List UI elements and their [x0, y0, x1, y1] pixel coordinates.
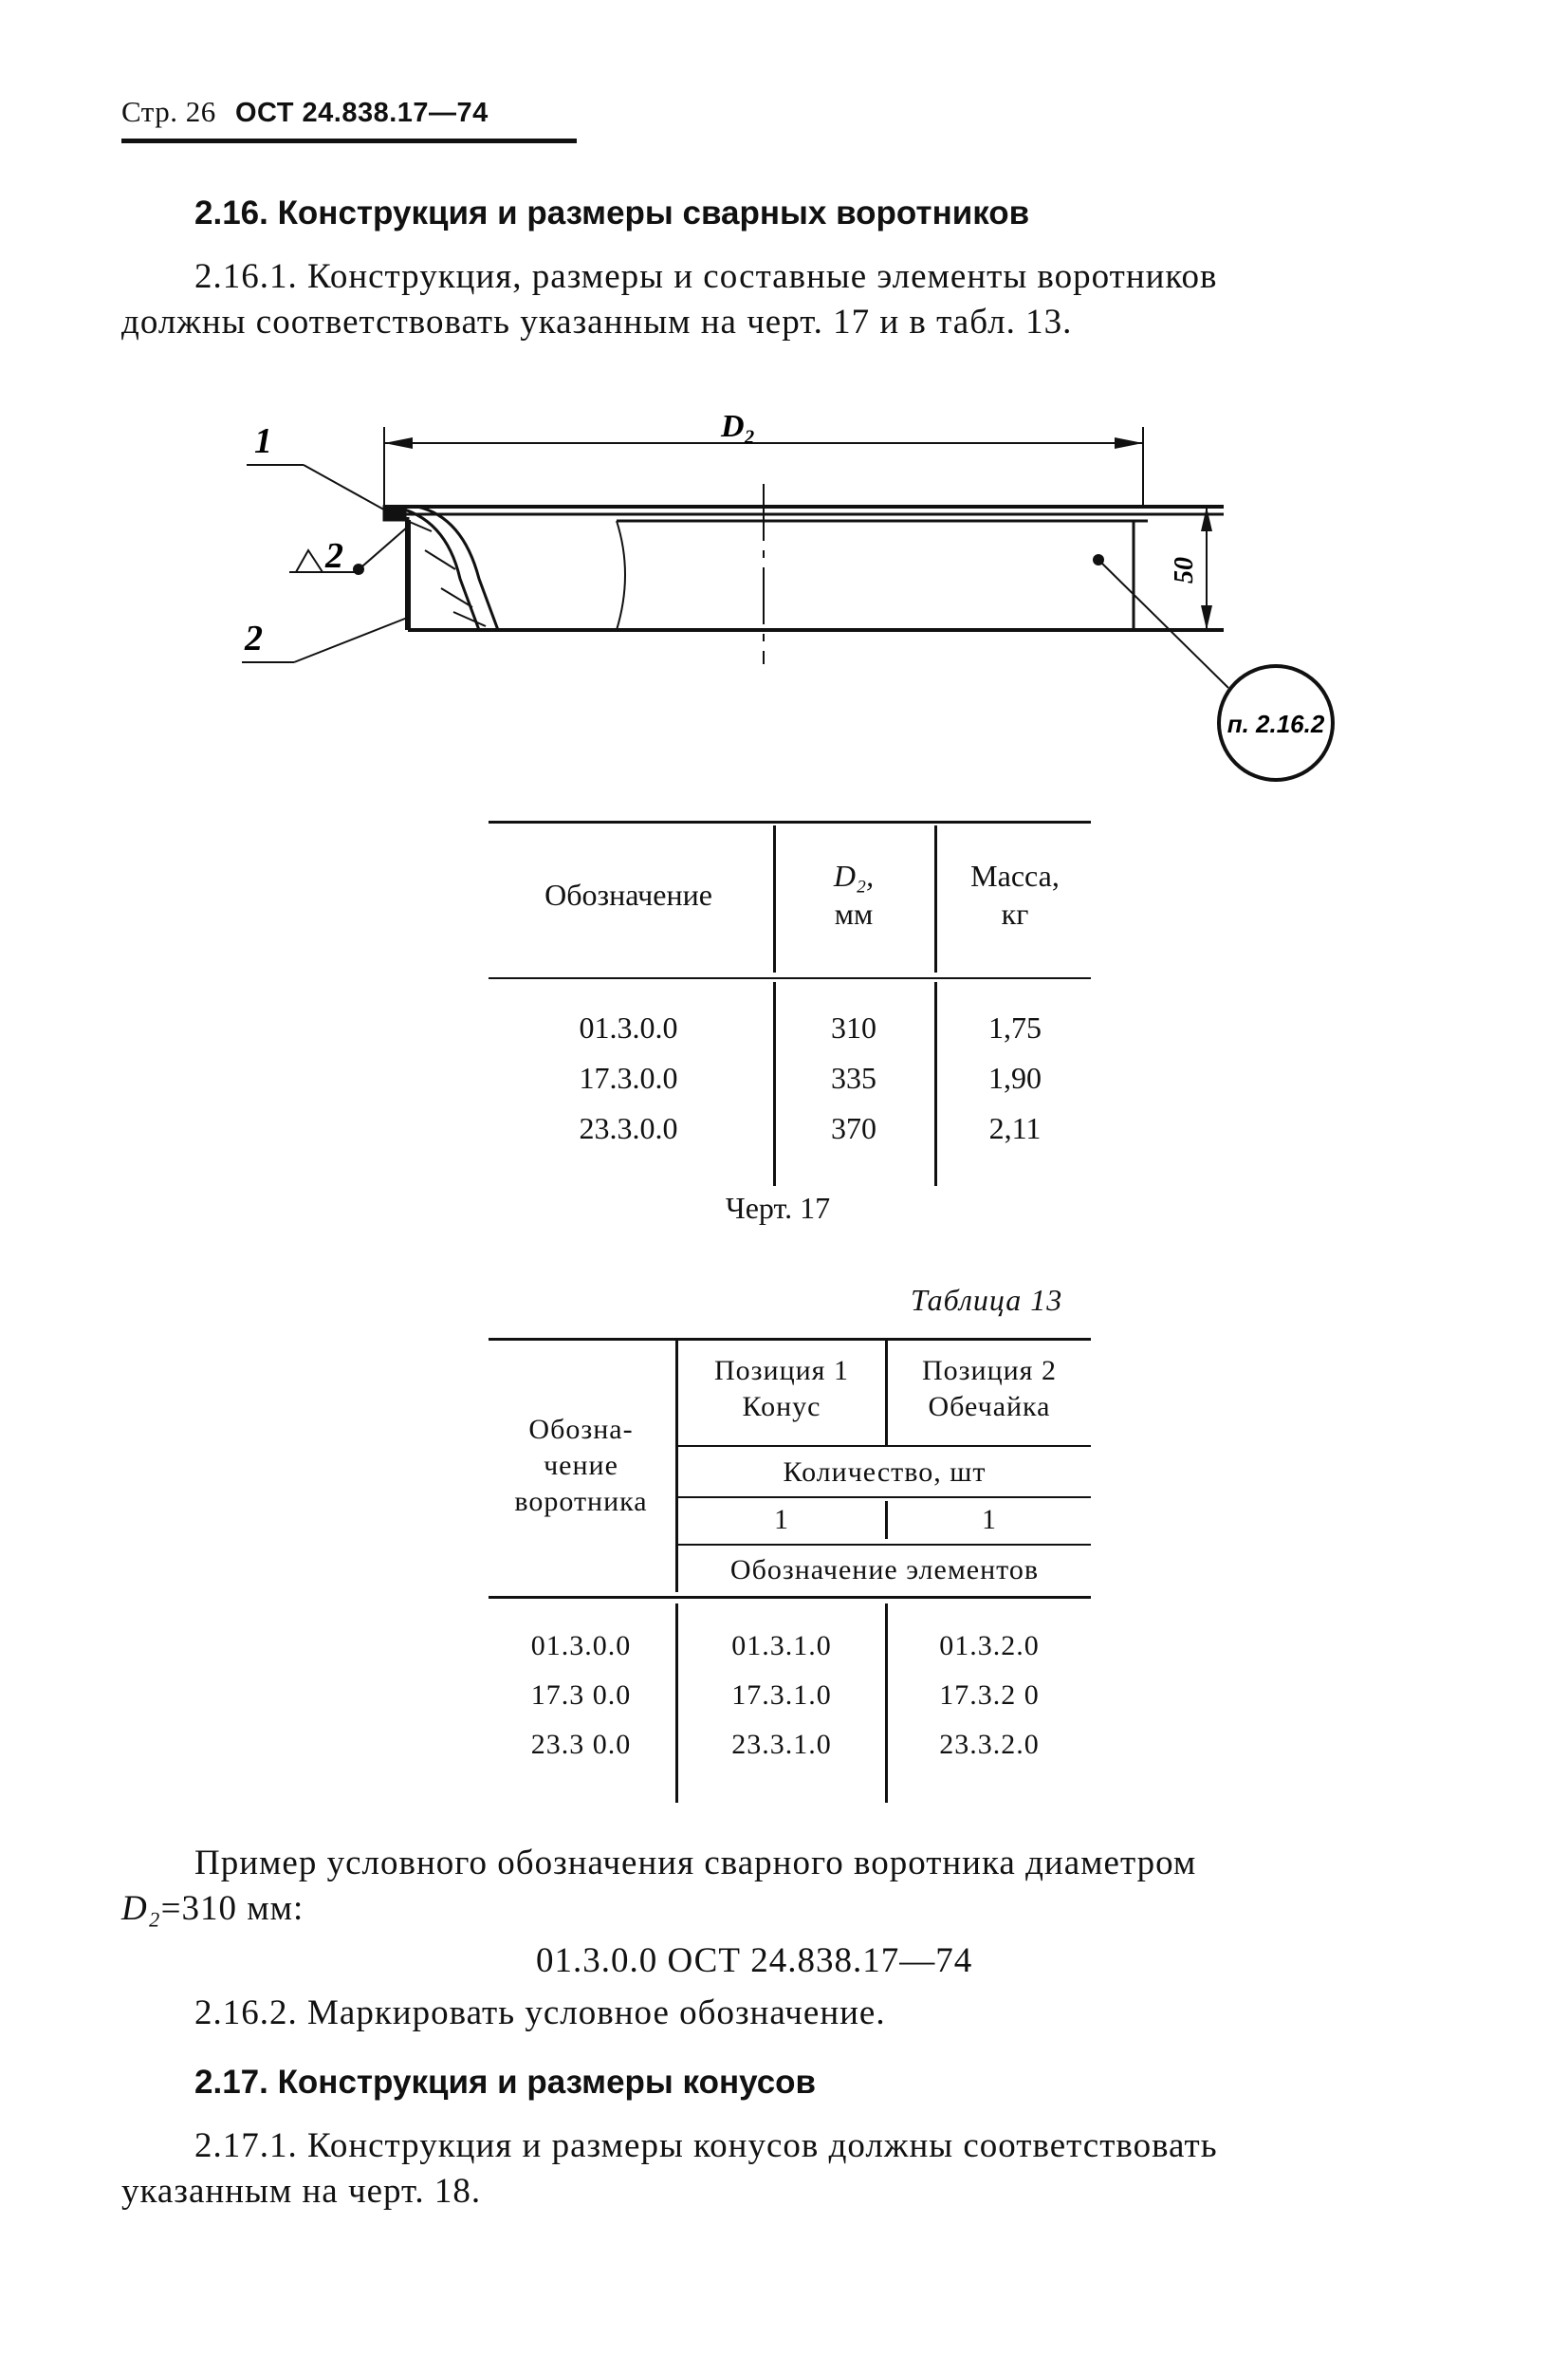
t17-header-d2-unit: мм: [834, 897, 874, 931]
table-13-title: Таблица 13: [911, 1283, 1063, 1317]
section-2-16-title: 2.16. Конструкция и размеры сварных воротников: [194, 195, 1030, 232]
weld-label: 2: [325, 536, 343, 576]
t13-pos1-label: Позиция 1: [714, 1355, 849, 1386]
t13-col0-line3: воротника: [514, 1486, 648, 1517]
t13-pos1-name: Конус: [742, 1391, 821, 1422]
t17-row-1-d2: 310: [831, 1010, 876, 1045]
t17-row-1-designation: 01.3.0.0: [579, 1010, 678, 1045]
t13-quantity-label: Количество, шт: [783, 1456, 987, 1488]
t17-header-designation: Обозначение: [544, 878, 712, 912]
t17-row-3-mass: 2,11: [988, 1111, 1042, 1145]
t13-row-2-col0: 17.3 0.0: [530, 1679, 632, 1711]
section-2-16-2: 2.16.2. Маркировать условное обозначение.: [194, 1993, 886, 2032]
example-d2-value: =310 мм:: [160, 1889, 304, 1928]
t13-elements-label: Обозначение элементов: [729, 1554, 1040, 1585]
t13-qty-pos2: 1: [982, 1504, 997, 1535]
reference-label: п. 2.16.2: [1227, 710, 1325, 738]
t13-row-1-col2: 01.3.2.0: [939, 1630, 1040, 1661]
t17-vline-3: [773, 982, 776, 1186]
t17-vline-1: [773, 825, 776, 973]
t17-row-3-d2: 370: [831, 1111, 876, 1145]
t17-row-2-mass: 1,90: [988, 1061, 1042, 1095]
t17-top-rule: [489, 821, 1091, 824]
t17-header-d2: D₂,: [833, 859, 875, 893]
t13-row-3-col1: 23.3.1.0: [731, 1729, 832, 1760]
t13-row-1-col0: 01.3.0.0: [530, 1630, 632, 1661]
dimension-height: 50: [1170, 557, 1199, 584]
t13-row-2-col2: 17.3.2 0: [939, 1679, 1040, 1711]
example-code: 01.3.0.0 ОСТ 24.838.17—74: [536, 1941, 973, 1980]
t13-qtyval-rule: [678, 1544, 1091, 1546]
t13-row-2-col1: 17.3.1.0: [731, 1679, 832, 1711]
dimension-d2: D₂: [721, 409, 756, 444]
t17-vline-2: [934, 825, 937, 973]
t17-header-rule: [489, 977, 1091, 979]
example-line1: Пример условного обозначения сварного воротника диаметром: [194, 1844, 1197, 1882]
section-2-17-p1-line2: указанным на черт. 18.: [121, 2172, 482, 2211]
example-line2: [121, 1886, 304, 1932]
leader-label-2: 2: [245, 619, 263, 658]
t13-row-3-col2: 23.3.2.0: [939, 1729, 1040, 1760]
t13-row-1-col1: 01.3.1.0: [731, 1630, 832, 1661]
t17-row-3-designation: 23.3.0.0: [579, 1111, 678, 1145]
figure-caption: Черт. 17: [725, 1191, 831, 1225]
t13-pos-rule: [678, 1445, 1091, 1447]
t17-row-1-mass: 1,75: [988, 1010, 1042, 1045]
example-d2-symbol: D₂: [121, 1889, 161, 1928]
section-2-17-title: 2.17. Конструкция и размеры конусов: [194, 2064, 817, 2101]
t17-row-2-designation: 17.3.0.0: [579, 1061, 678, 1095]
section-2-16-p1-line1: 2.16.1. Конструкция, размеры и составные элементы воротников: [194, 257, 1218, 296]
t13-col0-line2: чение: [544, 1450, 618, 1481]
t17-header-mass-unit: кг: [1001, 897, 1029, 931]
t17-vline-4: [934, 982, 937, 1186]
t13-pos2-name: Обечайка: [928, 1391, 1051, 1422]
collar-drawing: [0, 0, 1568, 816]
section-2-16-p1-line2: должны соответствовать указанным на черт. 17 и в табл. 13.: [121, 303, 1073, 342]
t13-top-rule: [489, 1338, 1091, 1341]
t13-pos2-label: Позиция 2: [922, 1355, 1057, 1386]
t13-col0-line1: Обозна-: [528, 1414, 634, 1445]
t13-qty-rule: [678, 1496, 1091, 1498]
t13-row-3-col0: 23.3 0.0: [530, 1729, 632, 1760]
t17-header-mass: Масса,: [970, 859, 1060, 893]
document-code: ОСТ 24.838.17—74: [234, 98, 489, 128]
leader-label-1: 1: [254, 421, 272, 461]
t13-qty-pos1: 1: [774, 1504, 789, 1535]
t17-row-2-d2: 335: [831, 1061, 876, 1095]
section-2-17-p1-line1: 2.17.1. Конструкция и размеры конусов должны соответствовать: [194, 2126, 1218, 2165]
t13-header-rule: [489, 1596, 1091, 1599]
page-number: Стр. 26: [121, 95, 216, 128]
